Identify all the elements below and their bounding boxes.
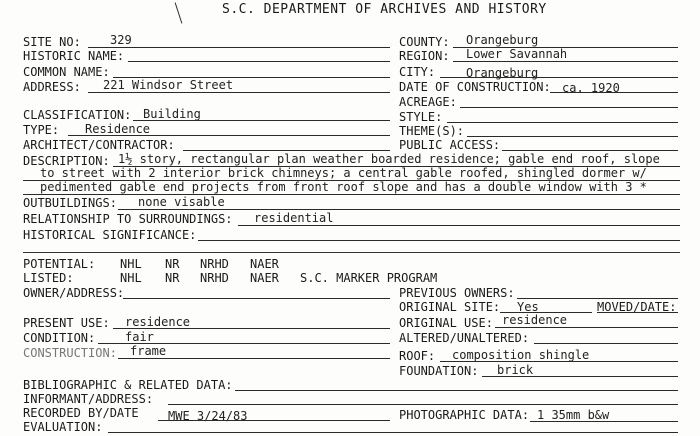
informant-address-line	[168, 404, 678, 405]
address-label: ADDRESS:	[23, 80, 81, 94]
moved-date-label: MOVED/DATE:	[597, 300, 677, 314]
pen-mark	[175, 2, 183, 23]
foundation-line	[482, 376, 678, 377]
bibliographic-line	[235, 390, 678, 391]
date-of-construction-line	[550, 92, 678, 93]
themes-line	[467, 136, 678, 137]
address-line	[88, 92, 390, 93]
altered-unaltered-label: ALTERED/UNALTERED:	[399, 331, 530, 345]
style-line	[447, 122, 678, 123]
bibliographic-label: BIBLIOGRAPHIC & RELATED DATA:	[23, 378, 233, 392]
construction-value: frame	[130, 344, 167, 358]
architect-line	[183, 150, 390, 151]
significance-line	[198, 240, 680, 241]
outbuildings-label: OUTBUILDINGS:	[23, 196, 117, 210]
informant-address-label: INFORMANT/ADDRESS:	[23, 392, 154, 406]
public-access-line	[502, 150, 678, 151]
condition-value: fair	[125, 330, 154, 344]
evaluation-label: EVALUATION:	[23, 420, 103, 434]
foundation-value: brick	[497, 363, 534, 377]
form-title: S.C. DEPARTMENT OF ARCHIVES AND HISTORY	[222, 2, 547, 17]
roof-value: composition shingle	[452, 348, 590, 362]
relationship-line	[238, 225, 680, 226]
public-access-label: PUBLIC ACCESS:	[399, 138, 501, 152]
roof-label: ROOF:	[399, 349, 436, 363]
recorded-by-date-label: RECORDED BY/DATE	[23, 406, 139, 420]
listed-nhl: NHL	[120, 271, 142, 285]
moved-date-line	[597, 312, 678, 313]
listed-label: LISTED:	[23, 271, 74, 285]
region-value: Lower Savannah	[466, 47, 568, 61]
date-of-construction-value: ca. 1920	[562, 81, 620, 95]
potential-nhl: NHL	[120, 257, 142, 271]
construction-label: CONSTRUCTION:	[23, 346, 117, 360]
present-use-label: PRESENT USE:	[23, 316, 110, 330]
altered-unaltered-line	[534, 343, 678, 344]
condition-label: CONDITION:	[23, 331, 96, 345]
description-line-1: 1½ story, rectangular plan weather boarded residence; gable end roof, slope	[118, 152, 660, 166]
description-line-2: to street with 2 interior brick chimneys; a central gable roofed, shingled dormer w/	[40, 166, 647, 180]
address-value: 221 Windsor Street	[103, 78, 234, 92]
site-no-value: 329	[110, 33, 132, 47]
common-name-label: COMMON NAME:	[23, 65, 110, 79]
original-use-line	[495, 327, 678, 328]
region-label: REGION:	[399, 49, 450, 63]
original-use-value: residence	[502, 313, 568, 327]
photographic-data-value: 1 35mm b&w	[537, 408, 610, 422]
recorded-by-date-line	[158, 420, 390, 421]
photographic-data-line	[530, 421, 678, 422]
city-value: Orangeburg	[466, 66, 539, 80]
present-use-value: residence	[125, 315, 191, 329]
foundation-label: FOUNDATION:	[399, 364, 479, 378]
description-label: DESCRIPTION:	[23, 154, 110, 168]
listed-naer: NAER	[250, 271, 279, 285]
evaluation-line	[108, 432, 678, 433]
present-use-line	[113, 328, 390, 329]
region-line	[453, 61, 678, 62]
section-divider	[23, 252, 680, 253]
acreage-label: ACREAGE:	[399, 95, 457, 109]
classification-label: CLASSIFICATION:	[23, 108, 132, 122]
county-value: Orangeburg	[466, 33, 539, 47]
previous-owners-line	[517, 298, 678, 299]
potential-nrhd: NRHD	[200, 257, 229, 271]
type-line	[68, 135, 390, 136]
owner-address-line	[123, 298, 390, 299]
city-line	[440, 77, 678, 78]
city-label: CITY:	[399, 65, 436, 79]
construction-line	[118, 358, 390, 359]
acreage-line	[460, 107, 678, 108]
recorded-by-date-value: MWE 3/24/83	[168, 409, 248, 423]
themes-label: THEME(S):	[399, 124, 465, 138]
site-no-label: SITE NO:	[23, 35, 81, 49]
original-use-label: ORIGINAL USE:	[399, 316, 493, 330]
style-label: STYLE:	[399, 110, 443, 124]
county-label: COUNTY:	[399, 35, 450, 49]
outbuildings-line	[118, 209, 680, 210]
significance-label: HISTORICAL SIGNIFICANCE:	[23, 228, 197, 242]
relationship-label: RELATIONSHIP TO SURROUNDINGS:	[23, 212, 233, 226]
previous-owners-label: PREVIOUS OWNERS:	[399, 286, 515, 300]
listed-sc-marker-program: S.C. MARKER PROGRAM	[300, 271, 438, 285]
site-no-line	[88, 47, 390, 48]
original-site-value: Yes	[517, 300, 539, 314]
potential-label: POTENTIAL:	[23, 257, 96, 271]
outbuildings-value: none visable	[138, 195, 225, 209]
listed-nrhd: NRHD	[200, 271, 229, 285]
date-of-construction-label: DATE OF CONSTRUCTION:	[399, 80, 551, 94]
classification-value: Building	[143, 107, 201, 121]
type-label: TYPE:	[23, 123, 60, 137]
roof-line	[440, 361, 678, 362]
historic-name-line	[128, 61, 390, 62]
potential-nr: NR	[165, 257, 180, 271]
description-line-3: pedimented gable end projects from front roof slope and has a double window with 3 *	[40, 180, 647, 194]
historic-name-label: HISTORIC NAME:	[23, 49, 125, 63]
potential-naer: NAER	[250, 257, 279, 271]
architect-label: ARCHITECT/CONTRACTOR:	[23, 138, 175, 152]
description-underline-3	[23, 194, 680, 195]
photographic-data-label: PHOTOGRAPHIC DATA:	[399, 408, 530, 422]
classification-line	[133, 120, 390, 121]
relationship-value: residential	[254, 211, 334, 225]
owner-address-label: OWNER/ADDRESS:	[23, 286, 125, 300]
type-value: Residence	[85, 122, 151, 136]
original-site-label: ORIGINAL SITE:	[399, 300, 501, 314]
listed-nr: NR	[165, 271, 180, 285]
